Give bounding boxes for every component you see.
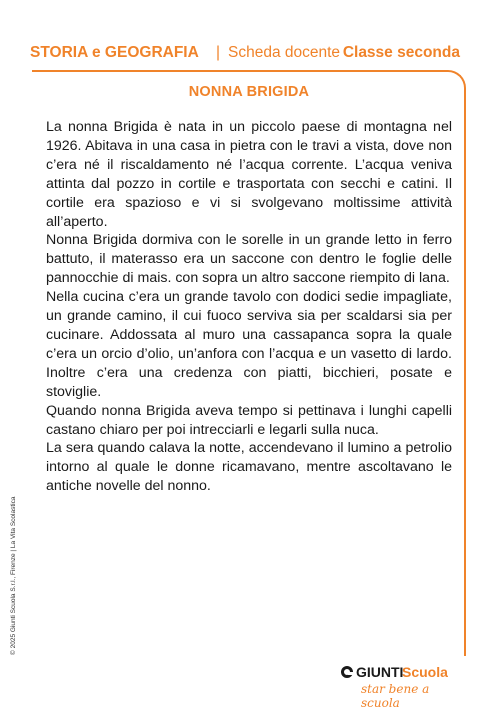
logo-g-icon [341, 666, 353, 678]
document-body [46, 118, 452, 496]
grade-label: Classe seconda [342, 44, 460, 61]
paragraph: Nonna Brigida dormiva con le sorelle in un grande letto in ferro battuto, il materasso era un saccone con dentro le foglie delle pannocchie di mais. con sopra un altro saccone riempito di lana. [46, 232, 452, 287]
paragraph: Nella cucina c’era un grande tavolo con dodici sedie impagliate, un grande camino, il cui fuoco serviva sia per scaldarsi sia per cucinare. Addossata al muro una cassapanca sopra la quale c’era un orcio d’olio, un’anfora con l’acqua e un vasetto di lardo. Inoltre c’era una credenza con piatti, bicchieri, posate e stoviglie. [46, 289, 452, 400]
header-separator: | [216, 44, 221, 61]
logo-brand-part1: GIUNTI [356, 664, 404, 680]
logo-tagline: star bene a scuola [361, 682, 430, 710]
logo-brand-part2: Scuola [402, 664, 448, 680]
copyright-notice: © 2025 Giunti Scuola S.r.l., Firenze | La Vita Scolastica [10, 496, 17, 655]
paragraph: Quando nonna Brigida aveva tempo si pettinava i lunghi capelli castano chiaro per poi intrecciarli e legarli sulla nuca. [46, 402, 452, 438]
publisher-logo [341, 664, 461, 710]
paragraph: La nonna Brigida è nata in un piccolo paese di montagna nel 1926. Abitava in una casa in pietra con le travi a vista, dove non c’era né il riscaldamento né l’acqua corrente. L’acqua veniva attinta dal pozzo in cortile e trasportata con secchi e catini. Il cortile era spazioso e vi si svolgevano moltissime attività all’aperto. [46, 119, 452, 230]
page-header [30, 44, 460, 64]
paragraph: La sera quando calava la notte, accendevano il lumino a petrolio intorno al quale le donne ricamavano, mentre ascoltavano le antiche novelle del nonno. [46, 440, 452, 495]
document-title: NONNA BRIGIDA [188, 84, 310, 100]
sheet-type-label: Scheda docente [228, 44, 341, 61]
subject-label: STORIA e GEOGRAFIA [30, 44, 199, 61]
